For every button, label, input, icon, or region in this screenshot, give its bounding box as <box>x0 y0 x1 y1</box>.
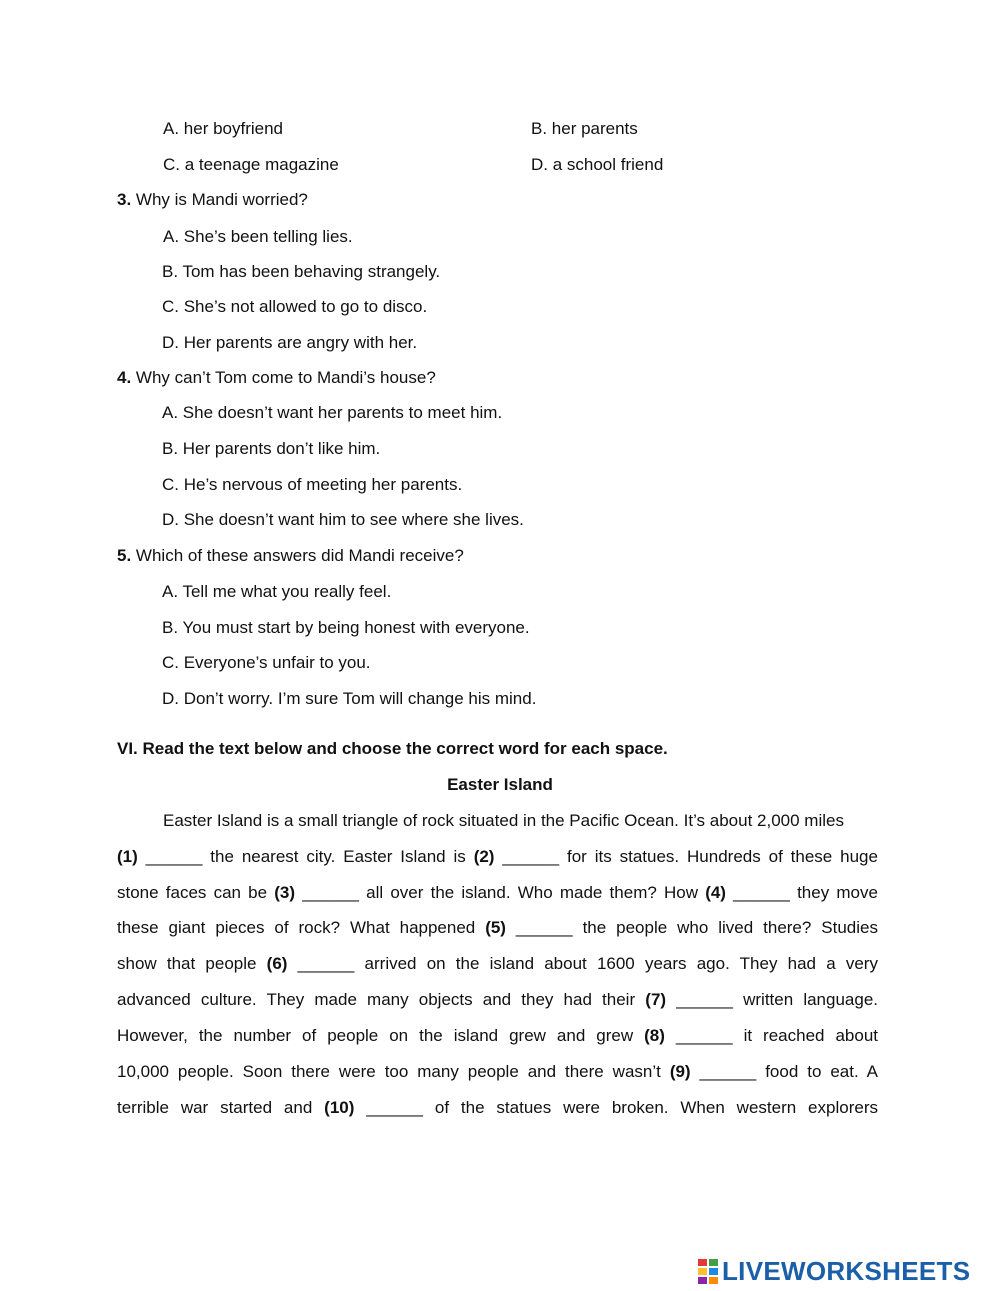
q3-option-c[interactable]: C. She’s not allowed to go to disco. <box>162 297 428 316</box>
question-5 <box>117 545 464 567</box>
passage-text-part: However, the number of people on the island grew and grew <box>117 1026 634 1045</box>
gap-marker-5: (5) <box>485 918 506 937</box>
passage-title: Easter Island <box>447 775 553 794</box>
passage-text-part: stone faces can be <box>117 883 268 902</box>
q2-option-d[interactable]: D. a school friend <box>531 155 664 174</box>
gap-blank-6[interactable]: ______ <box>297 954 355 973</box>
question-4 <box>117 367 436 389</box>
passage-text: of the statues were broken. When western explorers <box>434 1098 878 1117</box>
gap-marker-4: (4) <box>705 883 726 902</box>
passage-text-part: food to eat. A <box>765 1062 878 1081</box>
q5-option-b[interactable]: B. You must start by being honest with everyone. <box>162 618 530 637</box>
passage-text-part: it reached about <box>743 1026 878 1045</box>
passage-text-part: these giant pieces of rock? What happened <box>117 918 476 937</box>
q3-option-d[interactable]: D. Her parents are angry with her. <box>162 333 418 352</box>
gap-blank-4[interactable]: ______ <box>733 883 790 902</box>
q5-option-c[interactable]: C. Everyone’s unfair to you. <box>162 653 371 672</box>
question-3 <box>117 189 308 211</box>
q2-option-b[interactable]: B. her parents <box>531 119 638 138</box>
passage-line-3 <box>117 882 878 904</box>
gap-blank-10[interactable]: ______ <box>366 1098 424 1117</box>
q2-option-a[interactable]: A. her boyfriend <box>163 119 284 138</box>
question-number: 3. <box>117 190 132 209</box>
passage-text-part: written language. <box>743 990 879 1009</box>
q4-option-d[interactable]: D. She doesn’t want him to see where she lives. <box>162 510 524 529</box>
q4-option-c[interactable]: C. He’s nervous of meeting her parents. <box>162 475 463 494</box>
gap-marker-2: (2) <box>473 847 495 866</box>
passage-text-part: they move <box>797 883 878 902</box>
question-number: 5. <box>117 546 132 565</box>
passage-text-part: terrible war started and <box>117 1098 313 1117</box>
logo-text: LIVEWORKSHEETS <box>722 1255 971 1286</box>
passage-text-part: arrived on the island about 1600 years ago. They had a very <box>364 954 878 973</box>
passage-line-9 <box>117 1097 878 1119</box>
gap-marker-3: (3) <box>274 883 296 902</box>
passage-line-1 <box>163 810 878 832</box>
section-instruction: VI. Read the text below and choose the correct word for each space. <box>117 739 668 758</box>
question-text: Why is Mandi worried? <box>135 190 308 209</box>
passage-text-part: for its statues. Hundreds of these huge <box>566 847 878 866</box>
passage-text-part: show that people <box>117 954 257 973</box>
gap-blank-3[interactable]: ______ <box>302 883 359 902</box>
passage-text-part: 10,000 people. Soon there were too many people and there wasn’t <box>117 1062 661 1081</box>
q3-option-b[interactable]: B. Tom has been behaving strangely. <box>162 262 441 281</box>
passage-text-part: advanced culture. They made many objects and they had their <box>117 990 636 1009</box>
passage-line-7 <box>117 1025 878 1047</box>
q3-option-a[interactable]: A. She’s been telling lies. <box>163 227 353 246</box>
question-text: Why can’t Tom come to Mandi’s house? <box>135 368 436 387</box>
passage-line-6 <box>117 989 878 1011</box>
passage-line-5 <box>117 953 878 975</box>
passage-text: the nearest city. Easter Island is <box>210 847 466 866</box>
gap-marker-7: (7) <box>645 990 667 1009</box>
passage-text-part: the people who lived there? Studies <box>582 918 878 937</box>
gap-marker-6: (6) <box>266 954 288 973</box>
q4-option-b[interactable]: B. Her parents don’t like him. <box>162 439 381 458</box>
gap-marker-9: (9) <box>669 1062 691 1081</box>
q2-option-c[interactable]: C. a teenage magazine <box>163 155 339 174</box>
passage-text: all over the island. Who made them? How <box>366 883 698 902</box>
logo-blocks-icon <box>698 1259 718 1284</box>
passage-line-4 <box>117 917 878 939</box>
passage-line-8 <box>117 1061 878 1083</box>
liveworksheets-logo <box>698 1256 970 1286</box>
passage-line-2 <box>117 846 878 868</box>
question-number: 4. <box>117 368 132 387</box>
gap-marker-10: (10) <box>324 1098 355 1117</box>
passage-text: Easter Island is a small triangle of rock situated in the Pacific Ocean. It’s about 2,000 miles <box>163 811 844 830</box>
gap-blank-8[interactable]: ______ <box>675 1026 733 1045</box>
question-text: Which of these answers did Mandi receive? <box>135 546 464 565</box>
q5-option-d[interactable]: D. Don’t worry. I’m sure Tom will change his mind. <box>162 689 537 708</box>
gap-blank-5[interactable]: ______ <box>515 918 573 937</box>
gap-blank-1[interactable]: ______ <box>145 847 203 866</box>
gap-blank-7[interactable]: ______ <box>676 990 733 1009</box>
q5-option-a[interactable]: A. Tell me what you really feel. <box>162 582 392 601</box>
gap-blank-9[interactable]: ______ <box>699 1062 757 1081</box>
gap-blank-2[interactable]: ______ <box>502 847 560 866</box>
q4-option-a[interactable]: A. She doesn’t want her parents to meet him. <box>162 403 503 422</box>
gap-marker-8: (8) <box>644 1026 665 1045</box>
gap-marker-1: (1) <box>117 847 138 866</box>
